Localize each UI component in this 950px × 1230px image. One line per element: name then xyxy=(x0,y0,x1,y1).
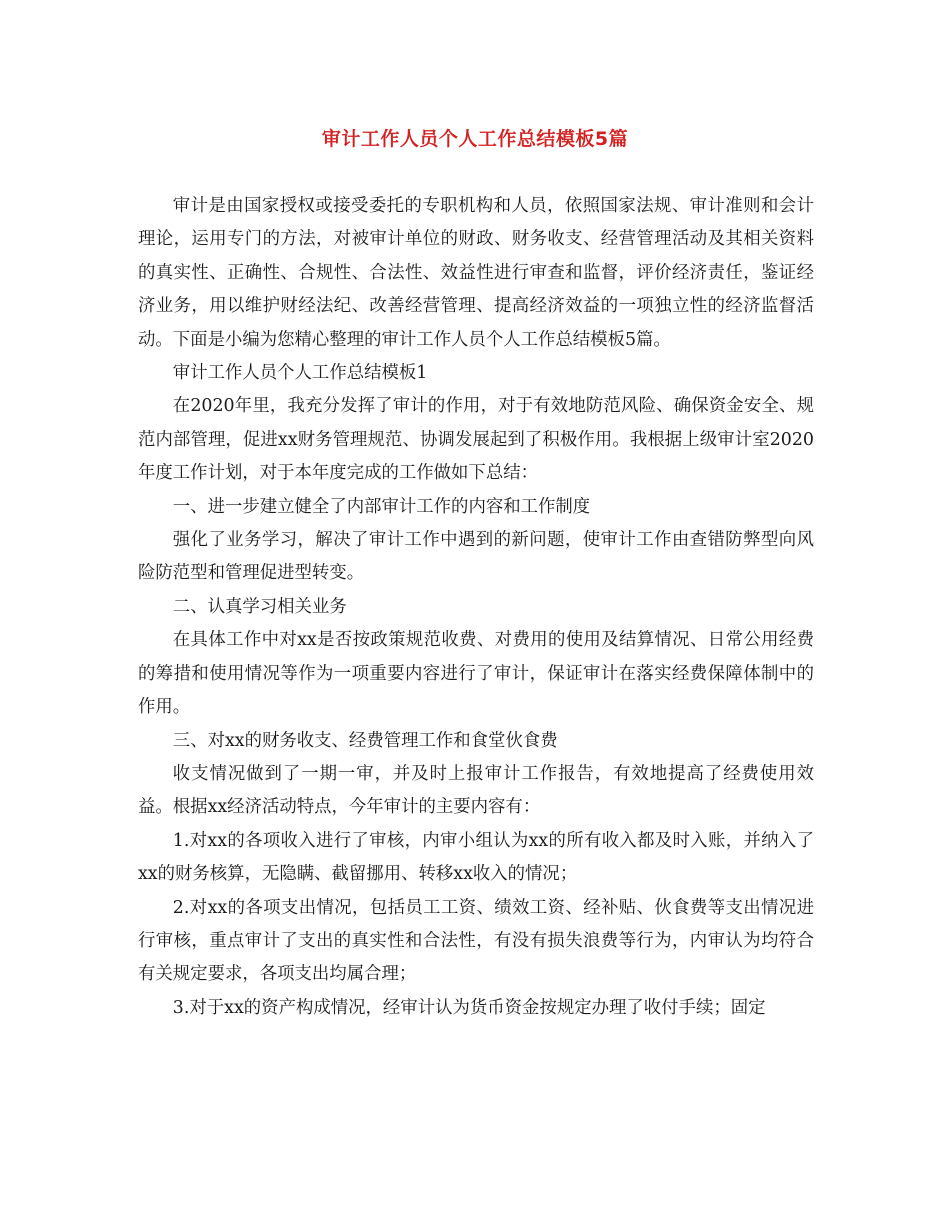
paragraph: 在2020年里，我充分发挥了审计的作用，对于有效地防范风险、确保资金安全、规范内部管理，促进xx财务管理规范、协调发展起到了积极作用。我根据上级审计室2020年度工作计划，对于本年度完成的工作做如下总结： xyxy=(138,396,814,484)
paragraph: 收支情况做到了一期一审，并及时上报审计工作报告，有效地提高了经费使用效益。根据xx经济活动特点，今年审计的主要内容有： xyxy=(138,763,814,818)
paragraph-intro: 审计是由国家授权或接受委托的专职机构和人员，依照国家法规、审计准则和会计理论，运用专门的方法，对被审计单位的财政、财务收支、经营管理活动及其相关资料的真实性、正确性、合规性、合法性、效益性进行审查和监督，评价经济责任，鉴证经济业务，用以维护财经法纪、改善经营管理、提高经济效益的一项独立性的经济监督活动。下面是小编为您精心整理的审计工作人员个人工作总结模板5篇。 xyxy=(138,196,814,350)
list-item: 3.对于xx的资产构成情况，经审计认为货币资金按规定办理了收付手续；固定 xyxy=(172,997,766,1018)
paragraph: 在具体工作中对xx是否按政策规范收费、对费用的使用及结算情况、日常公用经费的筹措和使用情况等作为一项重要内容进行了审计，保证审计在落实经费保障体制中的作用。 xyxy=(138,630,814,718)
paragraph: 强化了业务学习，解决了审计工作中遇到的新问题，使审计工作由查错防弊型向风险防范型和管理促进型转变。 xyxy=(138,530,814,584)
section-heading: 审计工作人员个人工作总结模板1 xyxy=(172,363,428,384)
list-item: 1.对xx的各项收入进行了审核，内审小组认为xx的所有收入都及时入账，并纳入了xx的财务核算，无隐瞒、截留挪用、转移xx收入的情况； xyxy=(138,830,814,885)
section-heading: 二、认真学习相关业务 xyxy=(172,596,347,617)
section-heading: 三、对xx的财务收支、经费管理工作和食堂伙食费 xyxy=(172,730,558,751)
document-title: 审计工作人员个人工作总结模板5篇 xyxy=(321,128,629,150)
section-heading: 一、进一步建立健全了内部审计工作的内容和工作制度 xyxy=(172,496,591,517)
document-body xyxy=(138,190,814,1025)
list-item: 2.对xx的各项支出情况，包括员工工资、绩效工资、经补贴、伙食费等支出情况进行审核，重点审计了支出的真实性和合法性，有没有损失浪费等行为，内审认为均符合有关规定要求，各项支出均属合理； xyxy=(138,897,814,985)
